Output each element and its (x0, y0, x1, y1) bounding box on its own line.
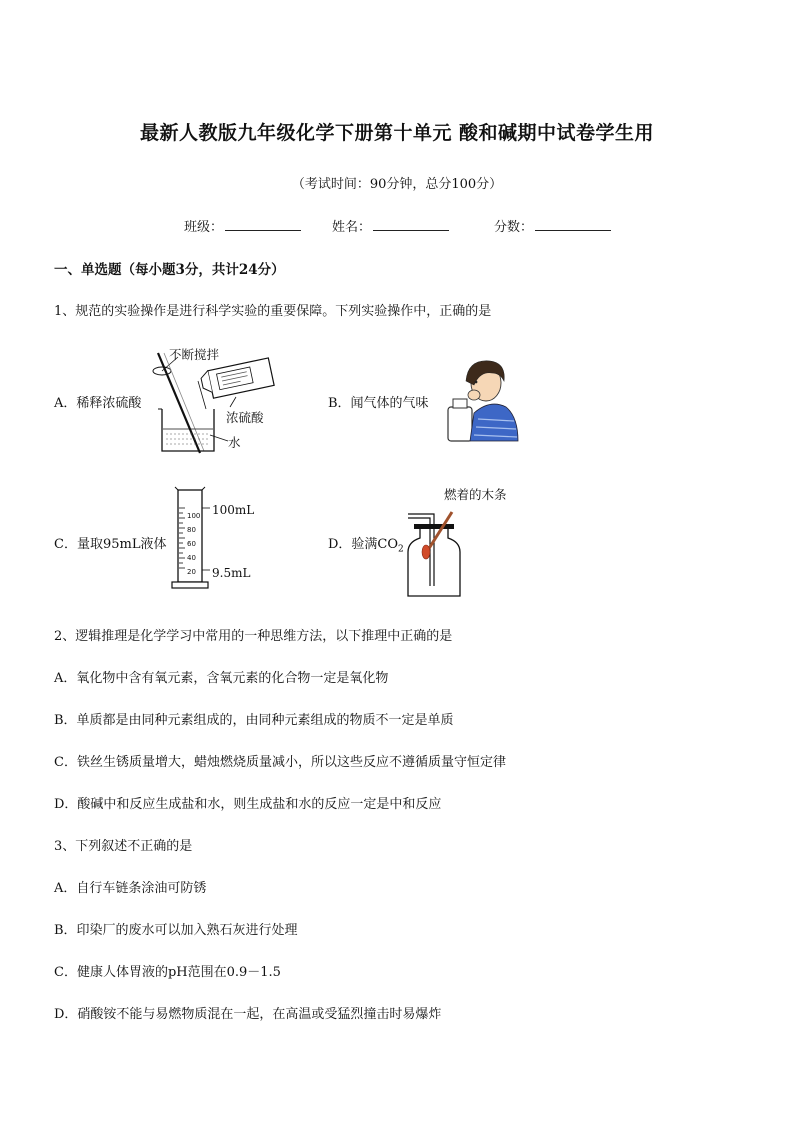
score-label: 分数： (494, 220, 534, 235)
q2-option-a[interactable]: A．氧化物中含有氧元素，含氧元素的化合物一定是氧化物 (54, 671, 389, 686)
fig-d-stick-label: 燃着的木条 (444, 487, 507, 502)
section-heading: 一、单选题（每小题3分，共计24分） (54, 262, 285, 278)
score-field (494, 216, 611, 235)
fig-a-water-label: 水 (228, 435, 241, 450)
fig-a-stir-label: 不断搅拌 (169, 347, 220, 362)
cyl-tick-60: 60 (187, 540, 196, 548)
q2-option-b[interactable]: B．单质都是由同种元素组成的，由同种元素组成的物质不一定是单质 (54, 713, 454, 728)
q1-option-c[interactable]: C．量取95mL液体 (54, 537, 167, 552)
class-label: 班级： (184, 220, 224, 235)
q1-option-d[interactable] (328, 533, 404, 555)
question-2-stem: 2、逻辑推理是化学学习中常用的一种思维方法，以下推理中正确的是 (54, 629, 453, 644)
co2-test-figure (404, 506, 474, 600)
fig-a-acid-label: 浓硫酸 (226, 410, 264, 425)
name-blank[interactable] (373, 218, 449, 231)
name-label: 姓名： (332, 220, 372, 235)
cyl-tick-80: 80 (187, 526, 196, 534)
q3-option-a[interactable]: A．自行车链条涂油可防锈 (54, 881, 207, 896)
q2-option-d[interactable]: D．酸碱中和反应生成盐和水，则生成盐和水的反应一定是中和反应 (54, 797, 442, 812)
class-blank[interactable] (225, 218, 301, 231)
question-3-stem: 3、下列叙述不正确的是 (54, 839, 193, 854)
q1-option-d-subscript: 2 (398, 544, 404, 555)
q2-option-c[interactable]: C．铁丝生锈质量增大，蜡烛燃烧质量减小，所以这些反应不遵循质量守恒定律 (54, 755, 506, 770)
cyl-tick-100: 100 (187, 512, 201, 520)
smelling-gas-figure (444, 355, 524, 445)
q1-option-d-text: D．验满CO (328, 537, 399, 552)
q3-option-c[interactable]: C．健康人体胃液的pH范围在0.9－1.5 (54, 965, 281, 980)
page-title: 最新人教版九年级化学下册第十单元 酸和碱期中试卷学生用 (139, 122, 655, 144)
q3-option-b[interactable]: B．印染厂的废水可以加入熟石灰进行处理 (54, 923, 298, 938)
beaker-dilution-figure (148, 345, 288, 460)
question-1-stem: 1、规范的实验操作是进行科学实验的重要保障。下列实验操作中，正确的是 (54, 304, 492, 319)
q1-option-b[interactable]: B．闻气体的气味 (328, 396, 429, 411)
q3-option-d[interactable]: D．硝酸铵不能与易燃物质混在一起，在高温或受猛烈撞击时易爆炸 (54, 1007, 442, 1022)
class-field (184, 216, 301, 235)
q1-option-a[interactable]: A．稀释浓硫酸 (54, 396, 142, 411)
cyl-tick-40: 40 (187, 554, 196, 562)
cyl-top-label: 100mL (212, 503, 255, 517)
cylinder-tick-labels (187, 509, 200, 579)
score-blank[interactable] (535, 218, 611, 231)
cyl-tick-20: 20 (187, 568, 196, 576)
cyl-bottom-label: 9.5mL (212, 566, 251, 580)
exam-info: （考试时间：90分钟，总分100分） (291, 177, 503, 192)
name-field (332, 216, 449, 235)
